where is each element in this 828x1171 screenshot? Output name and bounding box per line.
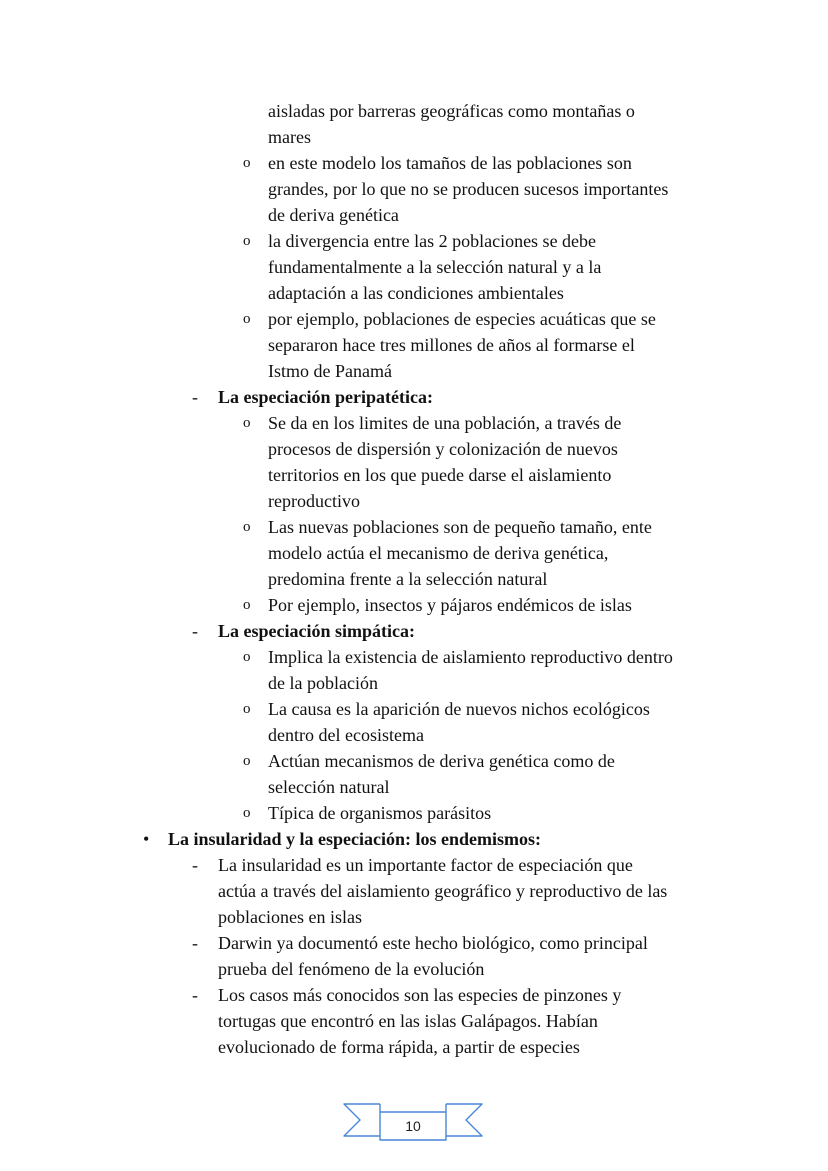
text-line: modelo actúa el mecanismo de deriva genética, — [268, 543, 609, 563]
circle-bullet-icon: o — [243, 311, 251, 327]
dash-bullet-icon: - — [192, 621, 198, 641]
text-line: en este modelo los tamaños de las poblaciones son — [268, 153, 632, 173]
text-line: actúa a través del aislamiento geográfico y reproductivo de las — [218, 881, 668, 901]
text-line: predomina frente a la selección natural — [268, 569, 548, 589]
text-line: evolucionado de forma rápida, a partir de especies — [218, 1037, 580, 1057]
text-line: mares — [268, 127, 311, 147]
text-line: la divergencia entre las 2 poblaciones se debe — [268, 231, 597, 251]
text-line: por ejemplo, poblaciones de especies acuáticas que se — [268, 309, 656, 329]
circle-bullet-icon: o — [243, 519, 251, 535]
text-line: selección natural — [268, 777, 390, 797]
text-line: de deriva genética — [268, 205, 399, 225]
text-line: separaron hace tres millones de años al formarse el — [268, 335, 635, 355]
text-line: grandes, por lo que no se producen sucesos importantes — [268, 179, 669, 199]
circle-bullet-icon: o — [243, 155, 251, 171]
text-line: La insularidad es un importante factor de especiación que — [218, 855, 633, 875]
page-number: 10 — [405, 1118, 421, 1134]
section-heading: La especiación peripatética: — [218, 387, 433, 407]
circle-bullet-icon: o — [243, 233, 251, 249]
dash-bullet-icon: - — [192, 387, 198, 407]
text-line: Las nuevas poblaciones son de pequeño tamaño, ente — [268, 517, 652, 537]
text-line: Implica la existencia de aislamiento reproductivo dentro — [268, 647, 673, 667]
text-line: reproductivo — [268, 491, 360, 511]
text-line: prueba del fenómeno de la evolución — [218, 959, 485, 979]
circle-bullet-icon: o — [243, 701, 251, 717]
text-line: Darwin ya documentó este hecho biológico, como principal — [218, 933, 648, 953]
page-number-ribbon — [340, 1100, 486, 1144]
text-line: Se da en los limites de una población, a través de — [268, 413, 622, 433]
text-line: Típica de organismos parásitos — [268, 803, 492, 823]
text-line: territorios en los que puede darse el aislamiento — [268, 465, 612, 485]
circle-bullet-icon: o — [243, 415, 251, 431]
text-line: dentro del ecosistema — [268, 725, 424, 745]
text-line: de la población — [268, 673, 378, 693]
text-line: Los casos más conocidos son las especies de pinzones y — [218, 985, 622, 1005]
dash-bullet-icon: - — [192, 985, 198, 1005]
text-line: adaptación a las condiciones ambientales — [268, 283, 564, 303]
circle-bullet-icon: o — [243, 805, 251, 821]
text-line: tortugas que encontró en las islas Galápagos. Habían — [218, 1011, 598, 1031]
dash-bullet-icon: - — [192, 933, 198, 953]
circle-bullet-icon: o — [243, 753, 251, 769]
text-line: Istmo de Panamá — [268, 361, 392, 381]
text-line: poblaciones en islas — [218, 907, 362, 927]
text-line: Actúan mecanismos de deriva genética como de — [268, 751, 615, 771]
circle-bullet-icon: o — [243, 597, 251, 613]
section-heading: La insularidad y la especiación: los endemismos: — [168, 829, 542, 849]
text-line: fundamentalmente a la selección natural y a la — [268, 257, 602, 277]
text-line: aisladas por barreras geográficas como montañas o — [268, 101, 635, 121]
text-line: La causa es la aparición de nuevos nichos ecológicos — [268, 699, 650, 719]
circle-bullet-icon: o — [243, 649, 251, 665]
text-line: Por ejemplo, insectos y pájaros endémicos de islas — [268, 595, 632, 615]
text-line: procesos de dispersión y colonización de nuevos — [268, 439, 618, 459]
section-heading: La especiación simpática: — [218, 621, 415, 641]
bullet-icon: • — [143, 829, 150, 849]
dash-bullet-icon: - — [192, 855, 198, 875]
